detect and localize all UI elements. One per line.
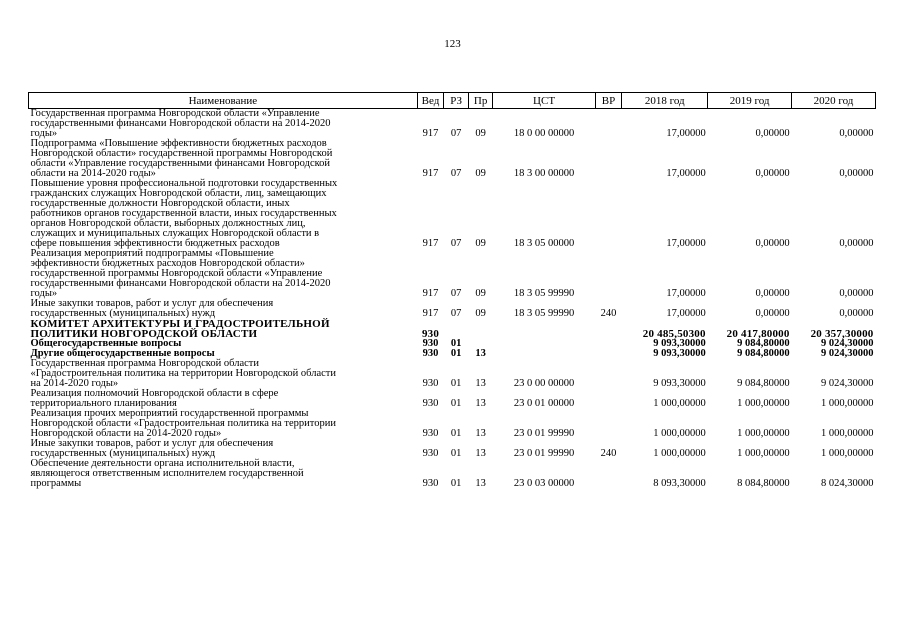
cell-ved: 930 [422, 338, 439, 349]
cell-rz: 01 [450, 398, 462, 409]
row-name [29, 179, 418, 249]
col-header-vr: ВР [595, 93, 622, 109]
cell-2019: 1 000,00000 [737, 448, 790, 459]
row-name-line: Иные закупки товаров, работ и услуг для обеспечения [30, 298, 274, 309]
row-name-line: Повышение уровня профессиональной подготовки государственных [30, 178, 338, 189]
row-name-line: государственные должности Новгородской области, иных [30, 198, 290, 209]
row-name [29, 319, 418, 339]
row-name-line: сфере повышения эффективности бюджетных расходов [30, 238, 280, 249]
cell-pr [468, 319, 493, 339]
cell-vr [595, 389, 622, 409]
cell-cst: 18 3 05 99990 [513, 288, 575, 299]
cell-2020: 0,00000 [839, 308, 874, 319]
cell-2018: 17,00000 [666, 238, 706, 249]
table-row [29, 319, 876, 339]
row-name [29, 359, 418, 389]
row-name-line: территориального планирования [30, 398, 177, 409]
row-name [29, 389, 418, 409]
cell-2019: 0,00000 [755, 238, 790, 249]
table-row [29, 439, 876, 459]
cell-2018: 17,00000 [666, 128, 706, 139]
cell-2019: 8 084,80000 [737, 478, 790, 489]
cell-2018: 9 093,30000 [653, 338, 706, 349]
cell-rz: 01 [450, 478, 462, 489]
row-name-line: Иные закупки товаров, работ и услуг для обеспечения [30, 438, 274, 449]
cell-vr [595, 339, 622, 349]
cell-cst: 18 3 00 00000 [513, 168, 575, 179]
cell-pr: 09 [475, 288, 486, 299]
cell-cst: 23 0 01 00000 [513, 398, 575, 409]
cell-cst: 23 0 03 00000 [513, 478, 575, 489]
cell-ved: 930 [422, 478, 439, 489]
cell-2018: 9 093,30000 [653, 378, 706, 389]
cell-vr [595, 249, 622, 299]
row-name-line: области на 2014-2020 годы» [30, 168, 156, 179]
cell-vr [595, 459, 622, 489]
col-header-2018: 2018 год [622, 93, 708, 109]
cell-rz: 01 [450, 348, 462, 359]
cell-pr: 13 [475, 428, 486, 439]
cell-ved: 930 [422, 378, 439, 389]
row-name [29, 439, 418, 459]
cell-cst [493, 319, 595, 339]
cell-2019: 0,00000 [755, 288, 790, 299]
cell-rz: 01 [450, 428, 462, 439]
col-header-ved: Вед [417, 93, 444, 109]
cell-cst: 18 0 00 00000 [513, 128, 575, 139]
col-header-2019: 2019 год [708, 93, 792, 109]
budget-table [28, 92, 876, 489]
row-name-line: Обеспечение деятельности органа исполнительной власти, [30, 458, 295, 469]
cell-2019: 1 000,00000 [737, 398, 790, 409]
cell-cst: 23 0 01 99990 [513, 428, 575, 439]
cell-ved: 930 [422, 398, 439, 409]
row-name [29, 409, 418, 439]
cell-rz [444, 319, 469, 339]
cell-2020: 1 000,00000 [821, 448, 874, 459]
row-name-line: Реализация прочих мероприятий государственной программы [30, 408, 309, 419]
cell-rz: 07 [450, 288, 462, 299]
row-name-line: Новгородской области на 2014-2020 годы» [30, 428, 222, 439]
cell-rz: 01 [450, 378, 462, 389]
cell-ved: 917 [422, 128, 439, 139]
row-name-line: годы» [30, 128, 58, 139]
row-name [29, 249, 418, 299]
cell-rz: 07 [450, 238, 462, 249]
row-name-line: Новгородской области» государственной программы Новгородской [30, 148, 333, 159]
cell-2020: 9 024,30000 [821, 338, 874, 349]
cell-ved: 930 [422, 348, 439, 359]
table-row [29, 249, 876, 299]
cell-rz: 01 [450, 448, 462, 459]
row-name-line: на 2014-2020 годы» [30, 378, 119, 389]
cell-pr: 13 [475, 478, 486, 489]
cell-2019: 1 000,00000 [737, 428, 790, 439]
row-name-line: области «Управление государственными финансами Новгородской [30, 158, 331, 169]
table-row [29, 409, 876, 439]
cell-2020: 1 000,00000 [821, 398, 874, 409]
row-name-line: государственными финансами Новгородской области на 2014-2020 [30, 278, 331, 289]
row-name-line: являющегося ответственным исполнителем государственной [30, 468, 304, 479]
row-name-line: Общегосударственные вопросы [30, 338, 182, 349]
table-row [29, 299, 876, 319]
cell-rz: 01 [450, 338, 462, 349]
cell-vr [595, 319, 622, 339]
row-name-line: годы» [30, 288, 58, 299]
table-row [29, 459, 876, 489]
cell-2020: 20 357,30000 [810, 328, 874, 340]
cell-vr [595, 179, 622, 249]
row-name-line: Государственная программа Новгородской области «Управление [30, 108, 320, 119]
row-name-line: служащих и муниципальных служащих Новгородской области в [30, 228, 320, 239]
row-name-line: работников органов государственной власти, иных государственных [30, 208, 337, 219]
cell-vr: 240 [600, 308, 617, 319]
cell-pr: 09 [475, 308, 486, 319]
cell-vr: 240 [600, 448, 617, 459]
cell-2020: 9 024,30000 [821, 378, 874, 389]
cell-ved: 917 [422, 308, 439, 319]
cell-2018: 9 093,30000 [653, 348, 706, 359]
cell-pr: 09 [475, 238, 486, 249]
row-name [29, 459, 418, 489]
cell-2020: 0,00000 [839, 288, 874, 299]
row-name-line: гражданских служащих Новгородской области, лиц, замещающих [30, 188, 327, 199]
row-name [29, 299, 418, 319]
cell-2019: 20 417,80000 [726, 328, 790, 340]
table-row [29, 109, 876, 140]
row-name-line: Реализация мероприятий подпрограммы «Повышение [30, 248, 274, 259]
row-name-line: Реализация полномочий Новгородской области в сфере [30, 388, 279, 399]
cell-pr: 13 [475, 398, 486, 409]
cell-pr: 09 [475, 168, 486, 179]
table-row [29, 389, 876, 409]
cell-rz: 07 [450, 128, 462, 139]
col-header-2020: 2020 год [792, 93, 876, 109]
table-row [29, 179, 876, 249]
cell-2018: 8 093,30000 [653, 478, 706, 489]
cell-2020: 0,00000 [839, 128, 874, 139]
row-name-line: Государственная программа Новгородской области [30, 358, 259, 369]
cell-2019: 9 084,80000 [737, 338, 790, 349]
cell-2020: 0,00000 [839, 238, 874, 249]
row-name-line: органов Новгородской области, выборных должностных лиц, [30, 218, 306, 229]
row-name-line: государственных (муниципальных) нужд [30, 448, 216, 459]
cell-vr [595, 349, 622, 359]
cell-vr [595, 359, 622, 389]
cell-cst: 23 0 01 99990 [513, 448, 575, 459]
row-name-line: эффективности бюджетных расходов Новгородской области» [30, 258, 305, 269]
cell-2019: 9 084,80000 [737, 378, 790, 389]
cell-cst [493, 339, 595, 349]
col-header-rz: РЗ [444, 93, 469, 109]
cell-cst [493, 349, 595, 359]
cell-2018: 1 000,00000 [653, 398, 706, 409]
cell-ved: 917 [422, 238, 439, 249]
cell-vr [595, 109, 622, 140]
cell-ved: 930 [422, 448, 439, 459]
cell-vr [595, 139, 622, 179]
cell-vr [595, 409, 622, 439]
cell-2018: 17,00000 [666, 308, 706, 319]
row-name-line: Подпрограмма «Повышение эффективности бюджетных расходов [30, 138, 327, 149]
row-name-line: Новгородской области «Градостроительная политика на территории [30, 418, 336, 429]
table-row [29, 139, 876, 179]
table-row [29, 359, 876, 389]
cell-pr: 13 [475, 348, 486, 359]
cell-2018: 17,00000 [666, 168, 706, 179]
cell-ved: 917 [422, 288, 439, 299]
cell-2019: 0,00000 [755, 308, 790, 319]
cell-rz: 07 [450, 168, 462, 179]
cell-2020: 0,00000 [839, 168, 874, 179]
row-name-line: «Градостроительная политика на территории Новгородской области [30, 368, 336, 379]
row-name-line: КОМИТЕТ АРХИТЕКТУРЫ И ГРАДОСТРОИТЕЛЬНОЙ [30, 318, 330, 330]
cell-2018: 1 000,00000 [653, 448, 706, 459]
col-header-name: Наименование [29, 93, 418, 109]
cell-pr: 09 [475, 128, 486, 139]
cell-ved: 930 [421, 328, 440, 340]
row-name-line: государственных (муниципальных) нужд [30, 308, 216, 319]
cell-cst: 23 0 00 00000 [513, 378, 575, 389]
cell-rz: 07 [450, 308, 462, 319]
cell-cst: 18 3 05 99990 [513, 308, 575, 319]
cell-pr: 13 [475, 378, 486, 389]
row-name-line: ПОЛИТИКИ НОВГОРОДСКОЙ ОБЛАСТИ [30, 328, 258, 340]
cell-cst: 18 3 05 00000 [513, 238, 575, 249]
cell-2019: 0,00000 [755, 128, 790, 139]
cell-2020: 9 024,30000 [821, 348, 874, 359]
page-number: 123 [444, 38, 461, 50]
cell-2020: 1 000,00000 [821, 428, 874, 439]
cell-2018: 17,00000 [666, 288, 706, 299]
cell-2019: 0,00000 [755, 168, 790, 179]
cell-2018: 20 485,50300 [642, 328, 706, 340]
cell-2019: 9 084,80000 [737, 348, 790, 359]
row-name-line: государственными финансами Новгородской области на 2014-2020 [30, 118, 331, 129]
row-name [29, 109, 418, 140]
row-name-line: государственной программы Новгородской области «Управление [30, 268, 323, 279]
cell-2020: 8 024,30000 [821, 478, 874, 489]
row-name-line: Другие общегосударственные вопросы [30, 348, 215, 359]
cell-pr: 13 [475, 448, 486, 459]
col-header-cst: ЦСТ [493, 93, 595, 109]
table-body [29, 109, 876, 490]
row-name [29, 139, 418, 179]
cell-ved: 930 [422, 428, 439, 439]
cell-2018: 1 000,00000 [653, 428, 706, 439]
row-name-line: программы [30, 478, 82, 489]
table-header-row [29, 93, 876, 109]
col-header-pr: Пр [468, 93, 493, 109]
cell-ved: 917 [422, 168, 439, 179]
